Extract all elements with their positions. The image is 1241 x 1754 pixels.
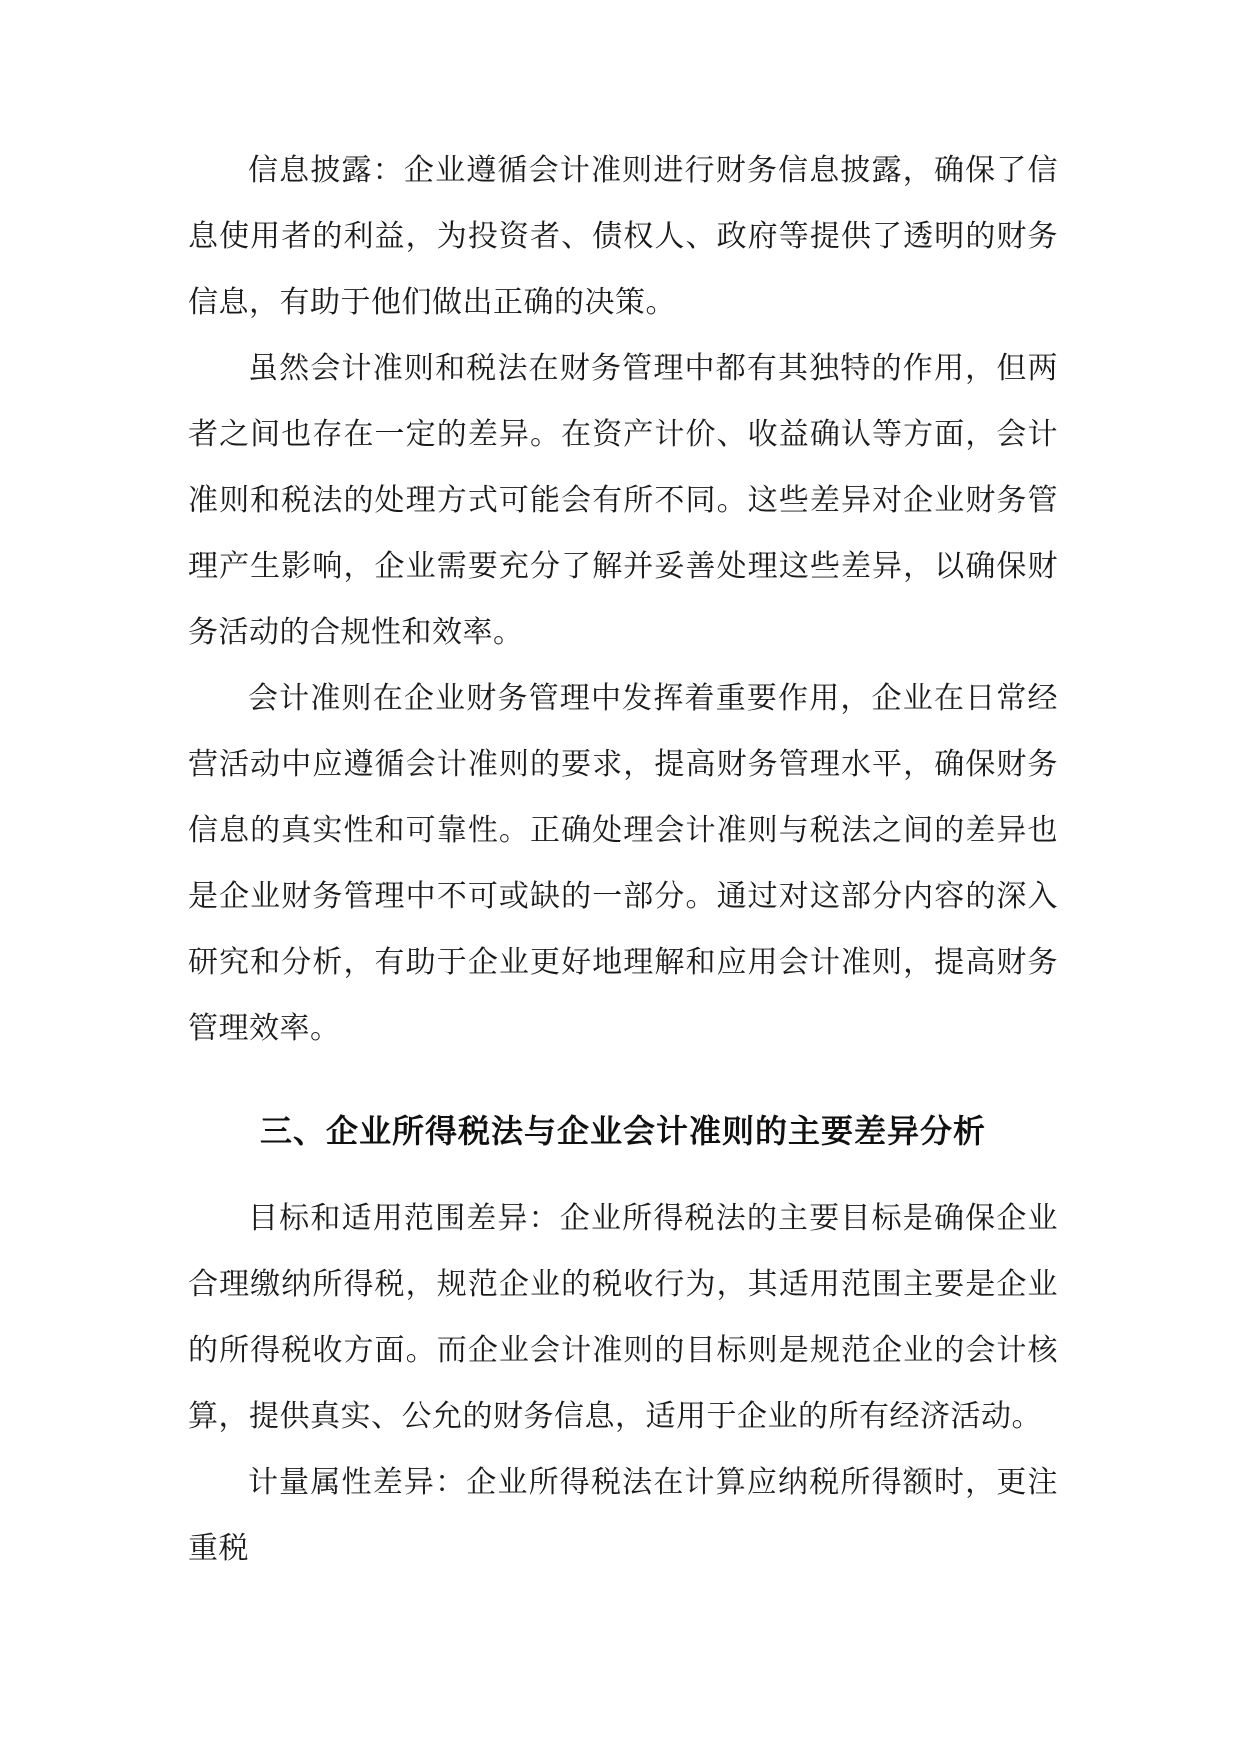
section-heading: 三、企业所得税法与企业会计准则的主要差异分析 bbox=[259, 1112, 986, 1150]
paragraph-accounting-standards-role: 会计准则在企业财务管理中发挥着重要作用，企业在日常经营活动中应遵循会计准则的要求，提高财务管理水平，确保财务信息的真实性和可靠性。正确处理会计准则与税法之间的差异也是企业财务管理中不可或缺的一部分。通过对这部分内容的深入研究和分析，有助于企业更好地理解和应用会计准则，提高财务管理效率。 bbox=[188, 681, 1058, 1046]
paragraph-objective-scope-difference: 目标和适用范围差异：企业所得税法的主要目标是确保企业合理缴纳所得税，规范企业的税收行为，其适用范围主要是企业的所得税收方面。而企业会计准则的目标则是规范企业的会计核算，提供真实、公允的财务信息，适用于企业的所有经济活动。 bbox=[188, 1201, 1058, 1434]
document-body bbox=[188, 138, 1058, 1582]
paragraph-information-disclosure: 信息披露：企业遵循会计准则进行财务信息披露，确保了信息使用者的利益，为投资者、债权人、政府等提供了透明的财务信息，有助于他们做出正确的决策。 bbox=[188, 153, 1058, 320]
paragraph-measurement-attribute-difference: 计量属性差异：企业所得税法在计算应纳税所得额时，更注重税 bbox=[188, 1465, 1058, 1566]
paragraph-differences-overview: 虽然会计准则和税法在财务管理中都有其独特的作用，但两者之间也存在一定的差异。在资产计价、收益确认等方面，会计准则和税法的处理方式可能会有所不同。这些差异对企业财务管理产生影响，企业需要充分了解并妥善处理这些差异，以确保财务活动的合规性和效率。 bbox=[188, 351, 1058, 650]
